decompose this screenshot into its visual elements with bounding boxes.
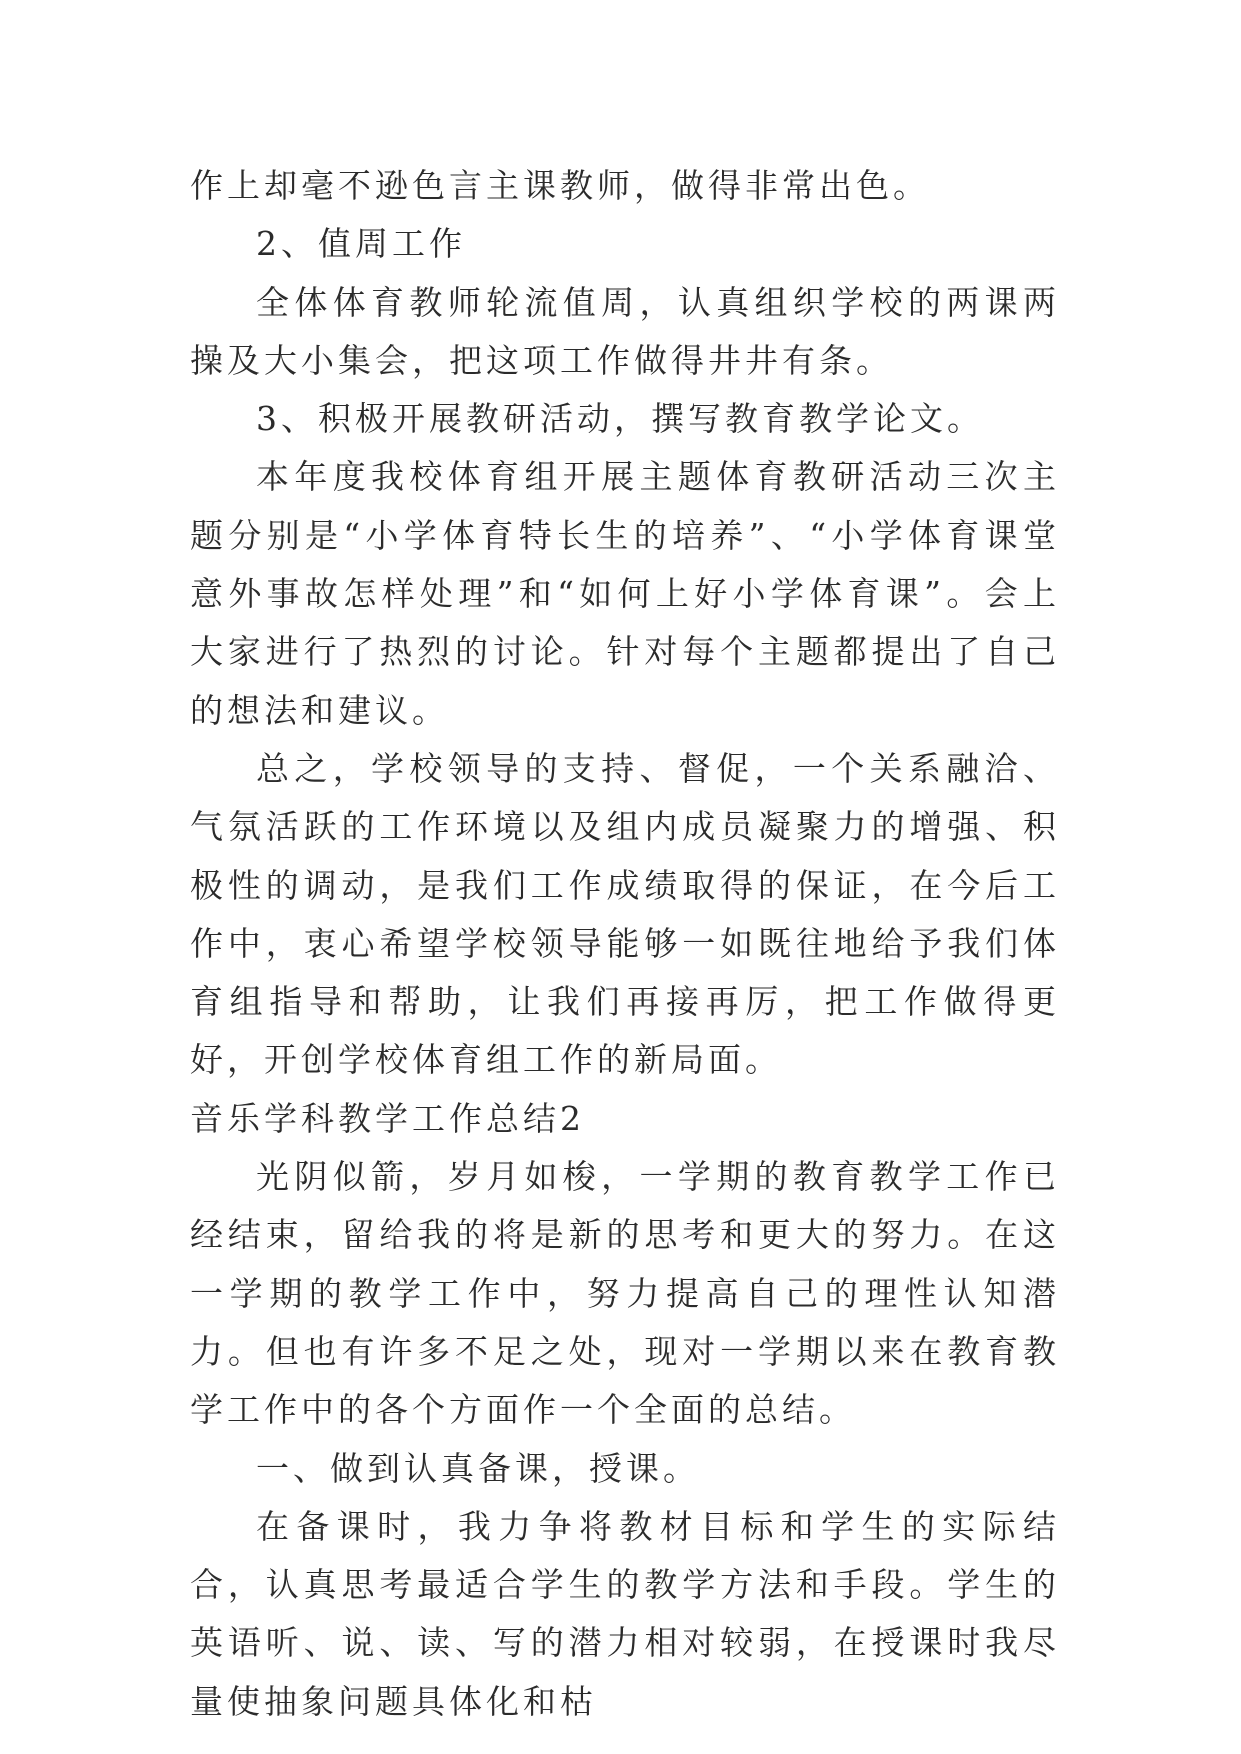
paragraph-teaching-research: 本年度我校体育组开展主题体育教研活动三次主题分别是“小学体育特长生的培养”、“小学体育课堂意外事故怎样处理”和“如何上好小学体育课”。会上大家进行了热烈的讨论。针对每个主题都提出了自己的想法和建议。 <box>190 457 1060 730</box>
paragraph-conclusion: 总之，学校领导的支持、督促，一个关系融洽、气氛活跃的工作环境以及组内成员凝聚力的增强、积极性的调动，是我们工作成绩取得的保证，在今后工作中，衷心希望学校领导能够一如既往地给予我们体育组指导和帮助，让我们再接再厉，把工作做得更好，开创学校体育组工作的新局面。 <box>190 748 1060 1080</box>
paragraph-lesson-prep: 在备课时，我力争将教材目标和学生的实际结合，认真思考最适合学生的教学方法和手段。学生的英语听、说、读、写的潜力相对较弱，在授课时我尽量使抽象问题具体化和枯 <box>190 1506 1060 1721</box>
document-body <box>190 157 1060 1731</box>
paragraph-continuation: 作上却毫不逊色言主课教师，做得非常出色。 <box>190 166 930 205</box>
section-heading-duty-week: 2、值周工作 <box>256 224 466 264</box>
paragraph-duty-week: 全体体育教师轮流值周，认真组织学校的两课两操及大小集会，把这项工作做得井井有条。 <box>190 282 1060 380</box>
section-heading-teaching-research: 3、积极开展教研活动，撰写教育教学论文。 <box>256 399 984 439</box>
section-heading-lesson-prep: 一、做到认真备课，授课。 <box>256 1448 700 1488</box>
document-title-music-summary: 音乐学科教学工作总结2 <box>190 1098 585 1138</box>
paragraph-intro: 光阴似箭，岁月如梭，一学期的教育教学工作已经结束，留给我的将是新的思考和更大的努力。在这一学期的教学工作中，努力提高自己的理性认知潜力。但也有许多不足之处，现对一学期以来在教育教学工作中的各个方面作一个全面的总结。 <box>190 1157 1060 1430</box>
